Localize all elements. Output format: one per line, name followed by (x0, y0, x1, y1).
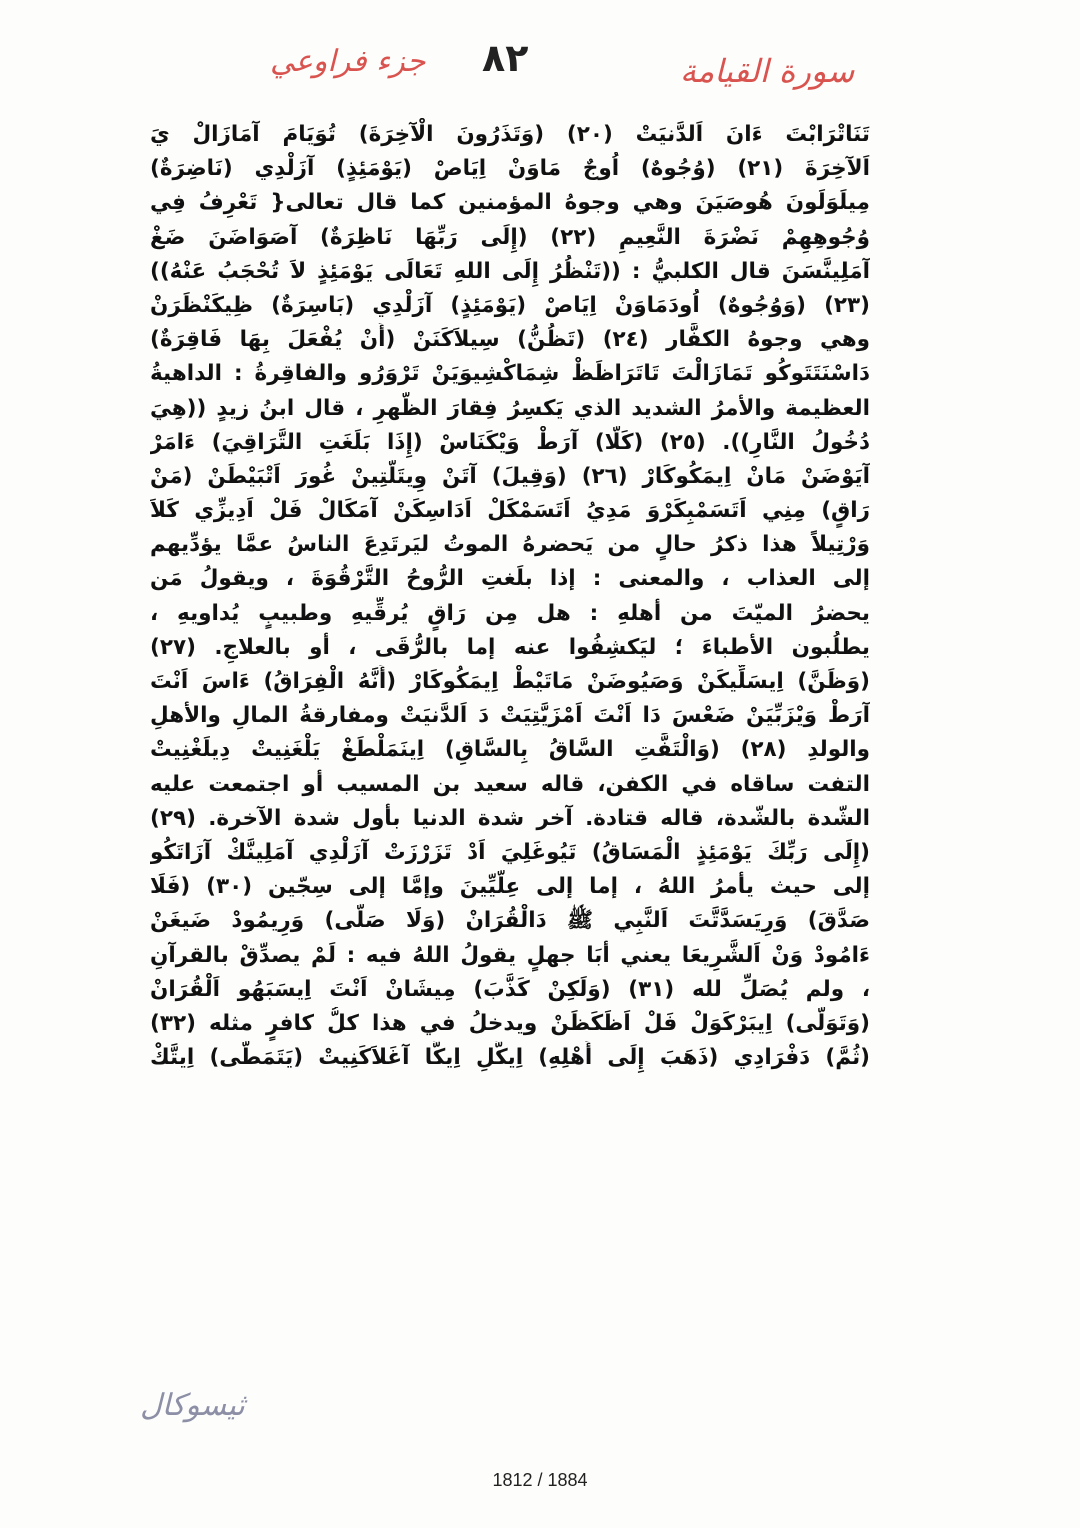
text-line: ءَامُودْ وَنْ اَلشَّرِيعَا يعني أبَا جهلٍ يقولُ اللهُ فيه : لَمْ يصدِّقْ بالقرآنِ (150, 942, 870, 968)
text-line: رَاقٍ) مِنِي اَتَسَمْبِكَرْوَ مَدِيُ اَتَسَمْكَلْ اَدَاسِكَنْ آمَكَالْ فَلْ اَدِيزِّي كَلاَ (150, 498, 870, 524)
text-line: يحضرُ الميّتَ من أهلهِ : هل مِن رَاقٍ يُرقِّيهِ وطبيبٍ يُداويهِ ، (150, 600, 870, 626)
text-line: يطلُبون الأطباءَ ؛ ليَكشِفُوا عنه إما بالرُّقَى ، أو بالعلاجِ. (٢٧) (150, 634, 870, 660)
text-line: العظيمة والأمرُ الشديد الذي يَكسِرُ فِقارَ الظَّهرِ ، قال ابنُ زيدٍ ((هِيَ (150, 395, 870, 421)
text-line: ، ولم يُصَلِّ لله (٣١) (وَلَكِنْ كَذَّبَ) مِيشَانْ اَنْتَ اِيسَبَهُو اَلْقُرَانْ (150, 976, 870, 1002)
text-line: (ثُمَّ) دَفْرَادِي (ذَهَبَ إِلَى أَهْلِهِ) اِيكَّلِ اِيكَّا آغَلاَكَنِيتْ (يَتَمَطَّى) اِيتَّكْ (150, 1045, 870, 1071)
page-counter: 1812 / 1884 (492, 1470, 588, 1490)
text-line: اَلآخِرَةَ (٢١) (وُجُوهٌ) اُوجٌ مَاوَنْ اِيَاصْ (يَوْمَئِذٍ) آزَلْدِي (نَاضِرَةٌ) (150, 156, 870, 182)
text-line: التفت ساقاه في الكفن، قاله سعيد بن المسيب أو اجتمعت عليه (150, 771, 870, 797)
text-line: آرَطْ وَيْزَبِّيَنْ ضَعْسَ دَا اَنْتَ اَمْزَيَّتِيَتْ دَ اَلدَّنيَتْ ومفارقةُ المالِ والأهلِ (150, 703, 870, 729)
text-line: وهي وجوهُ الكفَّار (٢٤) (تَظُنُّ) سِيلاَكَنَنْ (أَنْ يُفْعَلَ بِهَا فَاقِرَةٌ) (150, 327, 870, 353)
text-line: آيَوْضَنْ مَانْ اِيمَكُوكَارْ (٢٦) (وَقِيلَ) آتَنْ وِيتَلَّتِينْ غُورَ اَتْبَيْطَنْ (مَنْ (150, 463, 870, 489)
text-line: (وَظَنَّ) اِيسَلِّيكَنْ وَصَيُوضَنْ مَاتَيْطْ اِيمَكُوكَارْ (أَنَّهُ الْفِرَاقُ) ءَاسَ اَنْتَ (150, 669, 870, 694)
text-line: والولدِ (٢٨) (وَالْتَفَّتِ السَّاقُ بِالسَّاقِ) اِينَمَلْطَغْ يَلْغَنِيتْ دِيلَغْنِيتْ (150, 737, 870, 763)
body-text (150, 118, 870, 1075)
text-line: وُجُوهِهِمْ نَضْرَةَ النَّعِيمِ (٢٢) (إِلَى رَبِّهَا نَاظِرَةٌ) آصَوَاضَنَ ضَغْ (150, 224, 870, 250)
handwritten-section-note: جزء فراوعي (270, 44, 426, 79)
text-line: صَدَّقَ) وَرِيَسَدَّتَّتَ اَلنَّبِي ﷺ دَالْقُرَانْ (وَلَا صَلَّى) وَرِيمُودْ ضَيغَنْ (150, 908, 870, 934)
text-line: (٢٣) (وَوُجُوهٌ) اُودَمَاوَنْ اِيَاصْ (يَوْمَئِذٍ) آزَلْدِي (بَاسِرَةٌ) ظِيكَنْظَرَنْ (150, 292, 870, 318)
text-line: مِيلَوَلَونَ هُوصَيَنَ وهي وجوهُ المؤمنين كما قال تعالى{ تَعْرِفُ فِي (150, 190, 870, 216)
page-number: ٨٢ (482, 36, 529, 80)
text-line: تَنَاتْرَابْتَ ءَانَ اَلدَّنيَتْ (٢٠) (وَتَذَرُونَ الْآخِرَةَ) تُوَيَامَ آمَازَالْ يَ (150, 122, 870, 147)
text-line: دُخُولُ النَّارِ)). (٢٥) (كَلَّا) آرَطْ وَيْكَنَاسْ (إِذَا بَلَغَتِ التَّرَاقِيَ) ءَامَرْ (150, 429, 870, 455)
handwritten-signature: ثيسوكال (140, 1388, 245, 1423)
text-line: دَاسْنَتَتَوكُو تَمَازَالْتَ تَاتَرَاظَظْ شِمَاكْشِيوَيَنْ تَرْوَرُو والفاقِرةُ : الداهيةُ (150, 361, 870, 387)
text-line: الشّدة بالشّدة، قاله قتادة. آخر شدة الدنيا بأول شدة الآخرة. (٢٩) (150, 805, 870, 831)
text-line: آمَلِينَّسَنَ قال الكلبيُّ : ((تَنْظُرُ إِلَى اللهِ تَعَالَى يَوْمَئِذٍ لاَ تُحْجَبُ عَنْهُ)) (150, 258, 870, 284)
text-line: إلى العذاب ، والمعنى : إذا بلَغتِ الرُّوحُ التَّرْقُوَةَ ، ويقولُ مَن (150, 566, 870, 592)
text-line: (إِلَى رَبِّكَ يَوْمَئِذٍ الْمَسَاقُ) تَيُوغَلِيَ اَدْ تَزَرْزَتْ آزَلْدِي آمَلِينَّكْ آزَاتَكُو (150, 839, 870, 865)
text-line: وَرْتِيلاً هذا ذكرُ حالٍ من يَحضرهُ الموتُ ليَرتَدِعَ الناسُ عمَّا يؤدِّيهم (150, 532, 870, 558)
handwritten-surah-name: سورة القيامة (680, 52, 855, 90)
text-line: (وَتَوَلَّى) اِيبَرْكَوَلْ فَلْ اَظَكَظَنْ ويدخلُ في هذا كلُّ كافرٍ مثله (٣٢) (150, 1010, 870, 1036)
text-line: إلى حيث يأمرُ اللهُ ، إما إلى عِلّيِّينَ وإمَّا إلى سِجّين (٣٠) (فَلَا (150, 874, 870, 900)
